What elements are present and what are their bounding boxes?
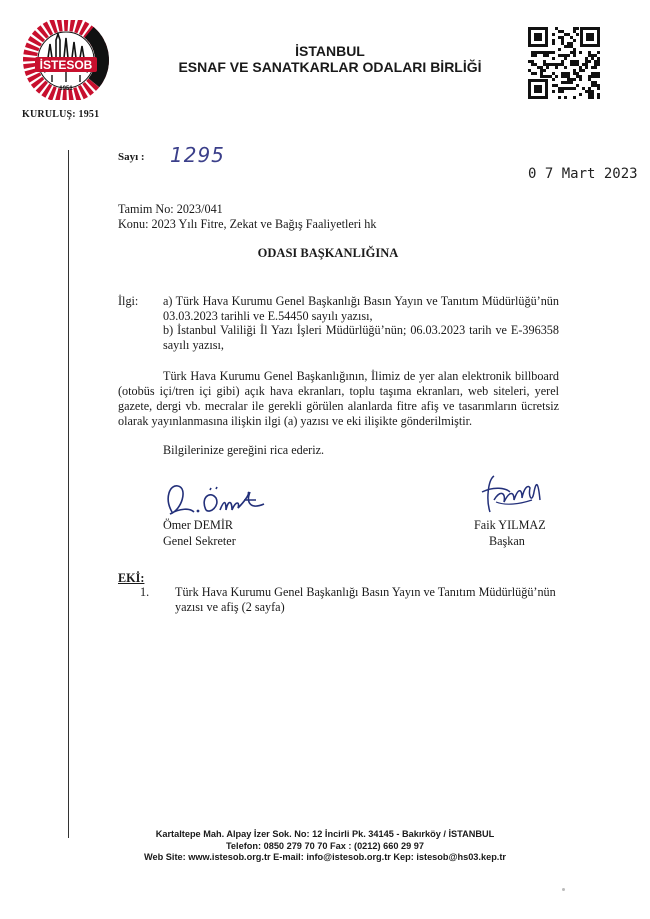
sayi-label: Sayı : <box>118 151 145 163</box>
attachment-item: Türk Hava Kurumu Genel Başkanlığı Basın Yayın ve Tanıtım Müdürlüğü’nün yazısı ve afiş (2 sayfa) <box>175 585 556 614</box>
istesob-logo-icon <box>22 20 114 100</box>
signature-omer-demir <box>160 478 280 522</box>
margin-rule <box>68 150 69 838</box>
signatory-1-title: Genel Sekreter <box>163 534 236 548</box>
ilgi-item-a: a) Türk Hava Kurumu Genel Başkanlığı Basın Yayın ve Tanıtım Müdürlüğü’nün 03.03.2023 tarihli ve E.54450 sayılı yazısı, <box>163 294 559 323</box>
signatory-2-name: Faik YILMAZ <box>474 518 546 532</box>
ilgi-label: İlgi: <box>118 294 139 308</box>
main-paragraph: Türk Hava Kurumu Genel Başkanlığının, İlimiz de yer alan elektronik billboard (otobüs içi/tren içi gibi) açık hava ekranları, toplu taşıma ekranları, web siteleri, yerel gazete, dergi vb. mecralar ile gerekli görülen alanlarda fitre afiş ve tasarımların ücretsiz olarak yayınlanmasına ilişkin ilgi (a) yazısı ve eki ilişikte gönderilmiştir. <box>118 369 559 428</box>
footer-phone: Telefon: 0850 279 70 70 Fax : (0212) 660 29 97 <box>226 840 424 851</box>
date-stamp: 0 7 Mart 2023 <box>528 166 638 182</box>
tamim-number: Tamim No: 2023/041 <box>118 202 223 216</box>
org-line-2: ESNAF VE SANATKARLAR ODALARI BİRLİĞİ <box>178 59 482 75</box>
signatory-2-title: Başkan <box>489 534 525 548</box>
logo-text: İSTESOB <box>39 58 93 72</box>
sayi-number: 1295 <box>170 143 225 167</box>
ilgi-item-b: b) İstanbul Valiliği İl Yazı İşleri Müdürlüğü’nün; 06.03.2023 tarih ve E-396358 sayılı yazısı, <box>163 323 559 352</box>
scan-mark <box>562 888 565 891</box>
org-line-1: İSTANBUL <box>295 43 365 59</box>
founded-label: KURULUŞ: 1951 <box>22 109 100 120</box>
logo-year: 1951 <box>59 86 73 92</box>
recipient-heading: ODASI BAŞKANLIĞINA <box>257 246 399 260</box>
attachment-number: 1. <box>140 585 150 599</box>
qr-code-icon <box>528 27 600 99</box>
attachments-label: EKİ: <box>118 571 145 585</box>
signature-faik-yilmaz <box>476 470 546 520</box>
footer-contact <box>100 829 550 864</box>
organization-title <box>150 43 510 75</box>
konu-subject: Konu: 2023 Yılı Fitre, Zekat ve Bağış Faaliyetleri hk <box>118 217 377 231</box>
footer-web: Web Site: www.istesob.org.tr E-mail: info@istesob.org.tr Kep: istesob@hs03.kep.tr <box>144 852 506 862</box>
footer-address: Kartaltepe Mah. Alpay İzer Sok. No: 12 İncirli Pk. 34145 - Bakırköy / İSTANBUL <box>155 829 495 839</box>
closing-line: Bilgilerinize gereğini rica ederiz. <box>163 443 325 457</box>
signatory-1-name: Ömer DEMİR <box>163 518 234 532</box>
